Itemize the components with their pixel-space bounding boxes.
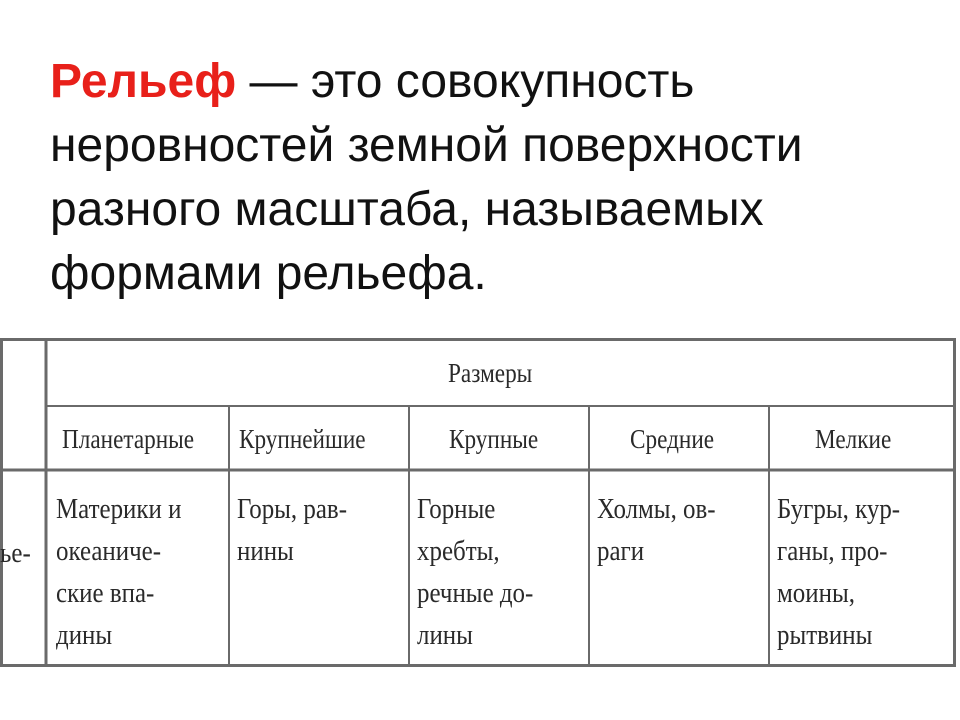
cell-line: речные до- xyxy=(417,577,534,609)
cell-line: нины xyxy=(237,535,294,567)
cell-planetary xyxy=(56,488,181,656)
column-header-planetary: Планетарные xyxy=(62,424,195,454)
definition-line-3: разного масштаба, называемых xyxy=(50,183,764,236)
cell-line: рытвины xyxy=(777,619,873,651)
column-header-medium: Средние xyxy=(630,424,715,454)
cell-large xyxy=(417,488,533,656)
cell-line: океаниче- xyxy=(56,535,162,567)
cell-line: ганы, про- xyxy=(777,535,888,567)
cell-line: Бугры, кур- xyxy=(777,493,901,525)
definition-line-4: формами рельефа. xyxy=(50,247,487,300)
cell-line: моины, xyxy=(777,577,855,609)
cell-line: Холмы, ов- xyxy=(597,493,716,525)
cell-medium xyxy=(597,488,716,572)
relief-size-table xyxy=(0,338,958,668)
column-header-small: Мелкие xyxy=(815,424,892,454)
cell-line: ские впа- xyxy=(56,577,155,609)
cell-line: Материки и xyxy=(56,493,182,525)
definition-text xyxy=(50,50,930,306)
definition-term: Рельеф xyxy=(50,55,237,108)
cell-line: Горные xyxy=(417,493,496,525)
cell-line: хребты, xyxy=(417,535,500,567)
cell-line: дины xyxy=(56,619,113,651)
definition-line-1-rest: — это совокупность xyxy=(236,55,695,108)
cell-small xyxy=(777,488,900,656)
cell-line: раги xyxy=(597,535,645,567)
column-header-largest: Крупнейшие xyxy=(239,424,366,454)
definition-line-2: неровностей земной поверхности xyxy=(50,119,803,172)
cell-line: Горы, рав- xyxy=(237,493,348,525)
cell-line: лины xyxy=(417,619,473,651)
cell-largest xyxy=(237,488,347,572)
group-header-sizes: Размеры xyxy=(448,358,533,388)
row-label-fragment: ье- xyxy=(0,537,31,569)
column-header-large: Крупные xyxy=(449,424,539,454)
definition-line-1 xyxy=(50,50,930,114)
